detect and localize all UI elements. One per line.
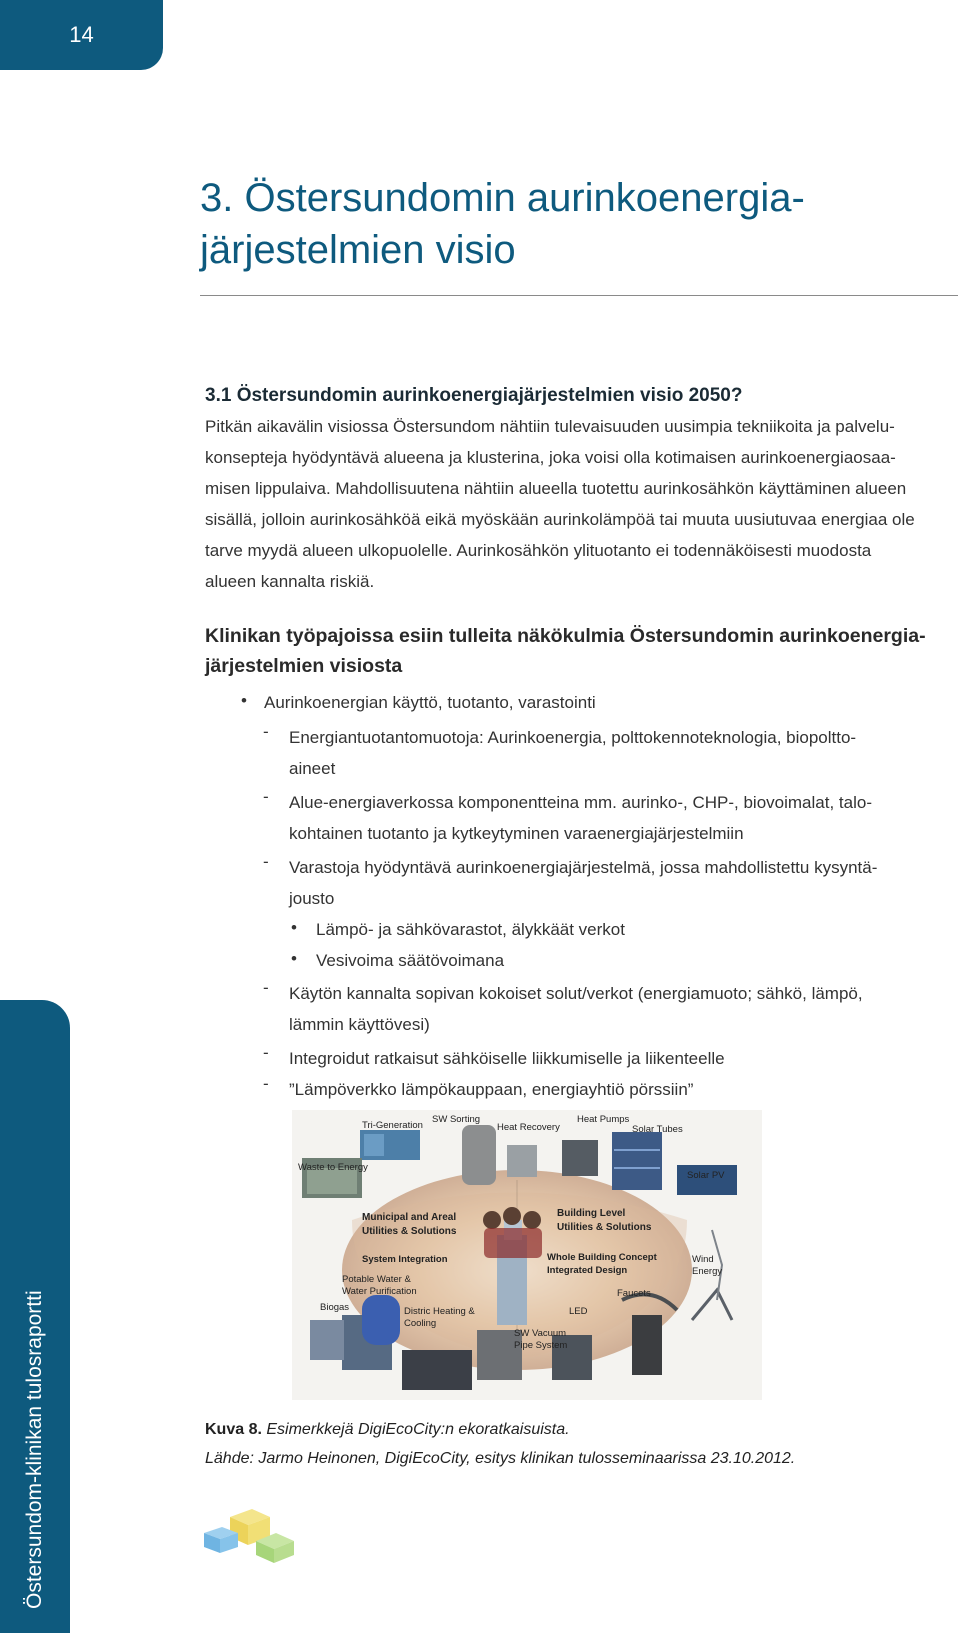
page-number-tab — [0, 0, 163, 70]
list-item: Varastoja hyödyntävä aurinkoenergiajärjestelmä, jossa mahdollistettu kysyntä- — [289, 858, 878, 877]
chapter-title — [200, 172, 940, 276]
body-line: konsepteja hyödyntävä alueena ja klusterina, joka voisi olla kotimaisen aurinkoenergiaosaa- — [205, 448, 896, 467]
caption-label: Kuva 8. — [205, 1421, 262, 1438]
figure-label-municipal-2: Utilities & Solutions — [362, 1226, 457, 1237]
subheading-line1: Klinikan työpajoissa esiin tulleita näkökulmia Östersundomin aurinkoenergia- — [205, 625, 926, 647]
figure-label-heat-pumps: Heat Pumps — [577, 1114, 630, 1125]
list-item-continuation: kohtainen tuotanto ja kytkeytyminen varaenergiajärjestelmiin — [289, 824, 744, 843]
title-divider — [200, 295, 958, 296]
page-number: 14 — [69, 22, 94, 47]
cube-logo — [200, 1505, 300, 1565]
figure-label-potable-2: Water Purification — [342, 1286, 417, 1297]
figure-label-building-2: Utilities & Solutions — [557, 1222, 652, 1233]
figure-label-vacuum-2: Pipe System — [514, 1340, 568, 1351]
side-report-label: Östersundom-klinikan tulosraportti — [23, 1290, 46, 1609]
figure-caption — [205, 1415, 795, 1473]
bullet-marker: • — [241, 691, 247, 710]
side-report-tab — [0, 1000, 70, 1633]
body-line: alueen kannalta riskiä. — [205, 572, 375, 591]
dash-marker: - — [263, 1074, 269, 1093]
body-line: sisällä, jolloin aurinkosähköä eikä myöskään aurinkolämpöä tai muuta uusiutuvaa energiaa ole — [205, 510, 915, 529]
subheading-line2: järjestelmien visiosta — [205, 655, 403, 677]
figure-label-wind-2: Energy — [692, 1266, 723, 1277]
workshop-subheading — [205, 621, 955, 681]
figure-label-district-2: Cooling — [404, 1318, 437, 1329]
chapter-title-line2: järjestelmien visio — [200, 228, 516, 272]
section-heading: 3.1 Östersundomin aurinkoenergiajärjestelmien visio 2050? — [205, 385, 743, 406]
caption-source: Lähde: Jarmo Heinonen, DigiEcoCity, esitys klinikan tulosseminaarissa 23.10.2012. — [205, 1450, 796, 1467]
cube-logo-icon — [200, 1505, 300, 1565]
dash-marker: - — [263, 1043, 269, 1062]
body-line: tarve myydä alueen ulkopuolelle. Aurinkosähkön ylituotanto ei todennäköisesti muodosta — [205, 541, 872, 560]
list-item: Alue-energiaverkossa komponentteina mm. aurinko-, CHP-, biovoimalat, talo- — [289, 793, 872, 812]
figure-label-whole-1: Whole Building Concept — [547, 1252, 657, 1263]
figure-label-sw-sorting: SW Sorting — [432, 1114, 481, 1125]
dash-marker: - — [263, 787, 269, 806]
list-item: ”Lämpöverkko lämpökauppaan, energiayhtiö pörssiin” — [289, 1080, 694, 1099]
figure-label-whole-2: Integrated Design — [547, 1265, 628, 1276]
figure-label-municipal-1: Municipal and Areal — [362, 1212, 457, 1223]
figure-label-tri-generation: Tri-Generation — [362, 1120, 423, 1131]
dash-marker: - — [263, 852, 269, 871]
chapter-title-line1: 3. Östersundomin aurinkoenergia- — [200, 176, 805, 220]
list-item: Aurinkoenergian käyttö, tuotanto, varastointi — [264, 693, 596, 712]
list-item: Energiantuotantomuotoja: Aurinkoenergia, polttokennoteknologia, biopoltto- — [289, 728, 857, 747]
figure-label-vacuum-1: SW Vacuum — [514, 1328, 567, 1339]
list-item-continuation: aineet — [289, 759, 336, 778]
figure-label-district-1: Distric Heating & — [404, 1306, 475, 1317]
list-item: Integroidut ratkaisut sähköiselle liikkumiselle ja liikenteelle — [289, 1049, 725, 1068]
figure-label-biogas: Biogas — [320, 1302, 350, 1313]
figure-label-solar-tubes: Solar Tubes — [632, 1124, 683, 1135]
caption-line — [205, 1415, 795, 1444]
list-item-continuation: jousto — [289, 889, 335, 908]
caption-text: Esimerkkejä DigiEcoCity:n ekoratkaisuista. — [261, 1421, 570, 1438]
figure-label-heat-recovery: Heat Recovery — [497, 1122, 560, 1133]
dash-marker: - — [263, 722, 269, 741]
sub-bullet-marker: • — [291, 949, 297, 968]
figure-label-potable-1: Potable Water & — [342, 1274, 411, 1285]
sub-list-item: Vesivoima säätövoimana — [316, 951, 505, 970]
list-item: Käytön kannalta sopivan kokoiset solut/verkot (energiamuoto; sähkö, lämpö, — [289, 984, 863, 1003]
section-body — [205, 411, 955, 597]
figure-label-wind-1: Wind — [692, 1254, 714, 1265]
list-item-continuation: lämmin käyttövesi) — [289, 1015, 430, 1034]
figure-label-system-integration: System Integration — [362, 1254, 448, 1265]
dash-marker: - — [263, 978, 269, 997]
body-line: Pitkän aikavälin visiossa Östersundom nähtiin tulevaisuuden uusimpia tekniikoita ja palvelu- — [205, 417, 895, 436]
body-line: misen lippulaiva. Mahdollisuutena nähtiin alueella tuotettu aurinkosähkön käyttäminen alueen — [205, 479, 907, 498]
figure-label-waste-to-energy: Waste to Energy — [298, 1162, 368, 1173]
figure-label-led: LED — [569, 1306, 588, 1317]
figure-illustration — [292, 1110, 762, 1400]
figure-label-building-1: Building Level — [557, 1208, 626, 1219]
digiecocity-figure — [292, 1110, 762, 1400]
figure-label-solar-pv: Solar PV — [687, 1170, 725, 1181]
figure-label-faucets: Faucets — [617, 1288, 651, 1299]
sub-list-item: Lämpö- ja sähkövarastot, älykkäät verkot — [316, 920, 625, 939]
sub-bullet-marker: • — [291, 918, 297, 937]
